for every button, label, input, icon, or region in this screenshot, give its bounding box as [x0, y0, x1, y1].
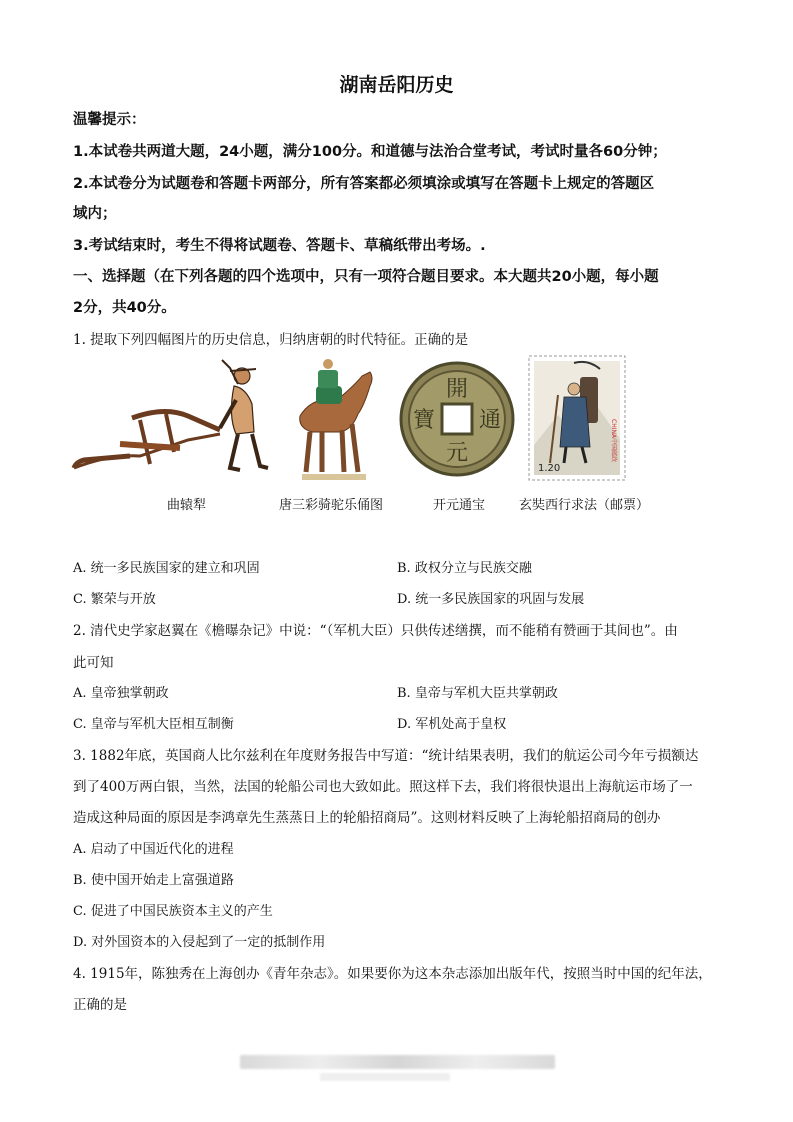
stamp-country: CHINA中国邮政: [610, 419, 617, 463]
tips-item: 1.本试卷共两道大题，24小题，满分100分。和道德与法治合堂考试，考试时量各60分钟；: [73, 144, 667, 160]
question-stem: 1. 提取下列四幅图片的历史信息，归纳唐朝的时代特征。正确的是: [73, 332, 469, 348]
option-c: C. 皇帝与军机大臣相互制衡: [73, 717, 234, 732]
option-d: D. 对外国资本的入侵起到了一定的抵制作用: [73, 935, 326, 950]
coin-char: 寶: [412, 408, 436, 433]
image-caption: 开元通宝: [433, 498, 486, 513]
coin-char: 通: [478, 408, 502, 433]
tips-item: 2.本试卷分为试题卷和答题卡两部分，所有答案都必须填涂或填写在答题卡上规定的答题区: [73, 176, 655, 192]
blurred-footer: [320, 1073, 450, 1081]
image-caption: 玄奘西行求法（邮票）: [519, 498, 650, 513]
image-caption: 曲辕犁: [167, 498, 207, 513]
question-stem: 2. 清代史学家赵翼在《檐曝杂记》中说：“（军机大臣）只供传述缮撰，而不能稍有赞画于其间也”。由: [73, 623, 678, 639]
tips-item: 3.考试结束时，考生不得将试题卷、答题卡、草稿纸带出考场。.: [73, 238, 486, 254]
tips-heading: 温馨提示：: [73, 112, 146, 128]
image-caption: 唐三彩骑驼乐俑图: [279, 498, 384, 513]
option-b: B. 使中国开始走上富强道路: [73, 873, 234, 888]
option-d: D. 军机处高于皇权: [397, 717, 507, 732]
option-c: C. 促进了中国民族资本主义的产生: [73, 904, 273, 919]
stamp-value: 1.20: [538, 463, 561, 474]
plough-illustration: [70, 356, 270, 486]
coin-char: 元: [445, 441, 469, 466]
option-a: A. 启动了中国近代化的进程: [73, 842, 234, 857]
page-title: 湖南岳阳历史: [339, 74, 454, 96]
xuanzang-stamp-image: [528, 355, 626, 481]
section-heading-cont: 2分，共40分。: [73, 300, 176, 316]
option-d: D. 统一多民族国家的巩固与发展: [397, 592, 585, 607]
question-stem: 正确的是: [73, 997, 127, 1013]
blurred-footer: [240, 1055, 555, 1069]
option-c: C. 繁荣与开放: [73, 592, 156, 607]
question-stem: 到了400万两白银，当然，法国的轮船公司也大致如此。照这样下去，我们将很快退出上海航运市场了一: [73, 779, 693, 795]
question-stem: 造成这种局面的原因是李鸿章先生蒸蒸日上的轮船招商局”。这则材料反映了上海轮船招商局的创办: [73, 810, 661, 826]
coin-char: 開: [445, 377, 469, 402]
option-a: A. 统一多民族国家的建立和巩固: [73, 561, 260, 576]
option-a: A. 皇帝独掌朝政: [73, 686, 169, 701]
option-b: B. 皇帝与军机大臣共掌朝政: [397, 686, 558, 701]
kaiyuan-coin-image: [398, 360, 516, 478]
tips-item: 域内；: [73, 206, 117, 222]
question-stem: 此可知: [73, 655, 114, 671]
tang-sancai-camel-image: [292, 356, 382, 484]
question-stem: 4. 1915年，陈独秀在上海创办《青年杂志》。如果要你为这本杂志添加出版年代，按照当时中国的纪年法，: [73, 966, 712, 982]
option-b: B. 政权分立与民族交融: [397, 561, 532, 576]
section-heading: 一、选择题（在下列各题的四个选项中，只有一项符合题目要求。本大题共20小题，每小题: [73, 269, 659, 285]
question-stem: 3. 1882年底，英国商人比尔兹利在年度财务报告中写道：“统计结果表明，我们的航运公司今年亏损额达: [73, 748, 699, 764]
